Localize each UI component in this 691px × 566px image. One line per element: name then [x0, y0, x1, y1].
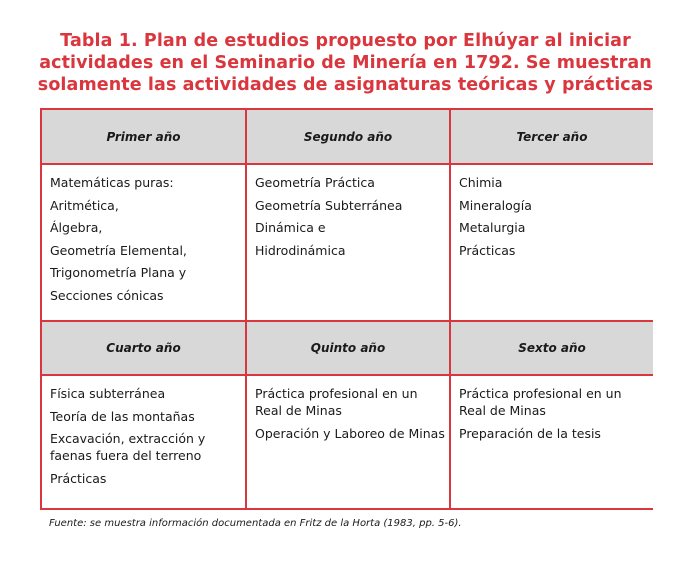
- subject-item: Práctica profesional en un Real de Minas: [255, 386, 418, 418]
- subject-item: Hidrodinámica: [255, 242, 346, 258]
- cell-segundo-ano: [247, 165, 451, 322]
- header-quinto-ano: Quinto año: [247, 322, 451, 376]
- subject-item: Trigonometría Plana y: [50, 265, 187, 280]
- subject-item: Excavación, extracción y faenas fuera del terreno: [50, 431, 206, 463]
- header-tercer-ano: Tercer año: [451, 110, 653, 165]
- header-primer-ano: Primer año: [42, 110, 247, 165]
- subject-item: Aritmética,: [50, 197, 119, 213]
- subject-item: Álgebra,: [50, 220, 103, 235]
- subject-item: Prácticas: [50, 470, 107, 486]
- cell-cuarto-ano: [42, 376, 247, 508]
- cell-sexto-ano: [451, 376, 653, 508]
- subject-item: Metalurgia: [459, 220, 526, 235]
- subject-item: Prácticas: [459, 242, 516, 258]
- subject-item: Geometría Subterránea: [255, 197, 403, 213]
- source-note: Fuente: se muestra información documentada en Fritz de la Horta (1983, pp. 5-6).: [49, 518, 462, 529]
- subject-item: Preparación de la tesis: [459, 425, 601, 441]
- study-plan-table: [40, 108, 653, 510]
- header-cuarto-ano: Cuarto año: [42, 322, 247, 376]
- subject-item: Operación y Laboreo de Minas: [255, 425, 445, 441]
- subject-item: Práctica profesional en un Real de Minas: [459, 386, 622, 418]
- subject-item: Mineralogía: [459, 197, 532, 213]
- subject-item: Teoría de las montañas: [50, 408, 195, 424]
- subject-item: Dinámica e: [255, 220, 326, 235]
- cell-tercer-ano: [451, 165, 653, 322]
- header-sexto-ano: Sexto año: [451, 322, 653, 376]
- subject-item: Geometría Práctica: [255, 175, 375, 190]
- subject-item: Física subterránea: [50, 386, 166, 401]
- subject-item: Chimia: [459, 175, 503, 190]
- subject-item: Secciones cónicas: [50, 287, 164, 303]
- table-title: [0, 30, 691, 96]
- cell-primer-ano: [42, 165, 247, 322]
- subject-item: Geometría Elemental,: [50, 242, 187, 258]
- table-title-line-3: solamente las actividades de asignaturas teóricas y prácticas: [37, 75, 654, 95]
- table-title-line-2: actividades en el Seminario de Minería en 1792. Se muestran: [39, 53, 652, 73]
- table-title-line-1: Tabla 1. Plan de estudios propuesto por Elhúyar al iniciar: [60, 31, 631, 51]
- subject-item: Matemáticas puras:: [50, 175, 174, 190]
- cell-quinto-ano: [247, 376, 451, 508]
- header-segundo-ano: Segundo año: [247, 110, 451, 165]
